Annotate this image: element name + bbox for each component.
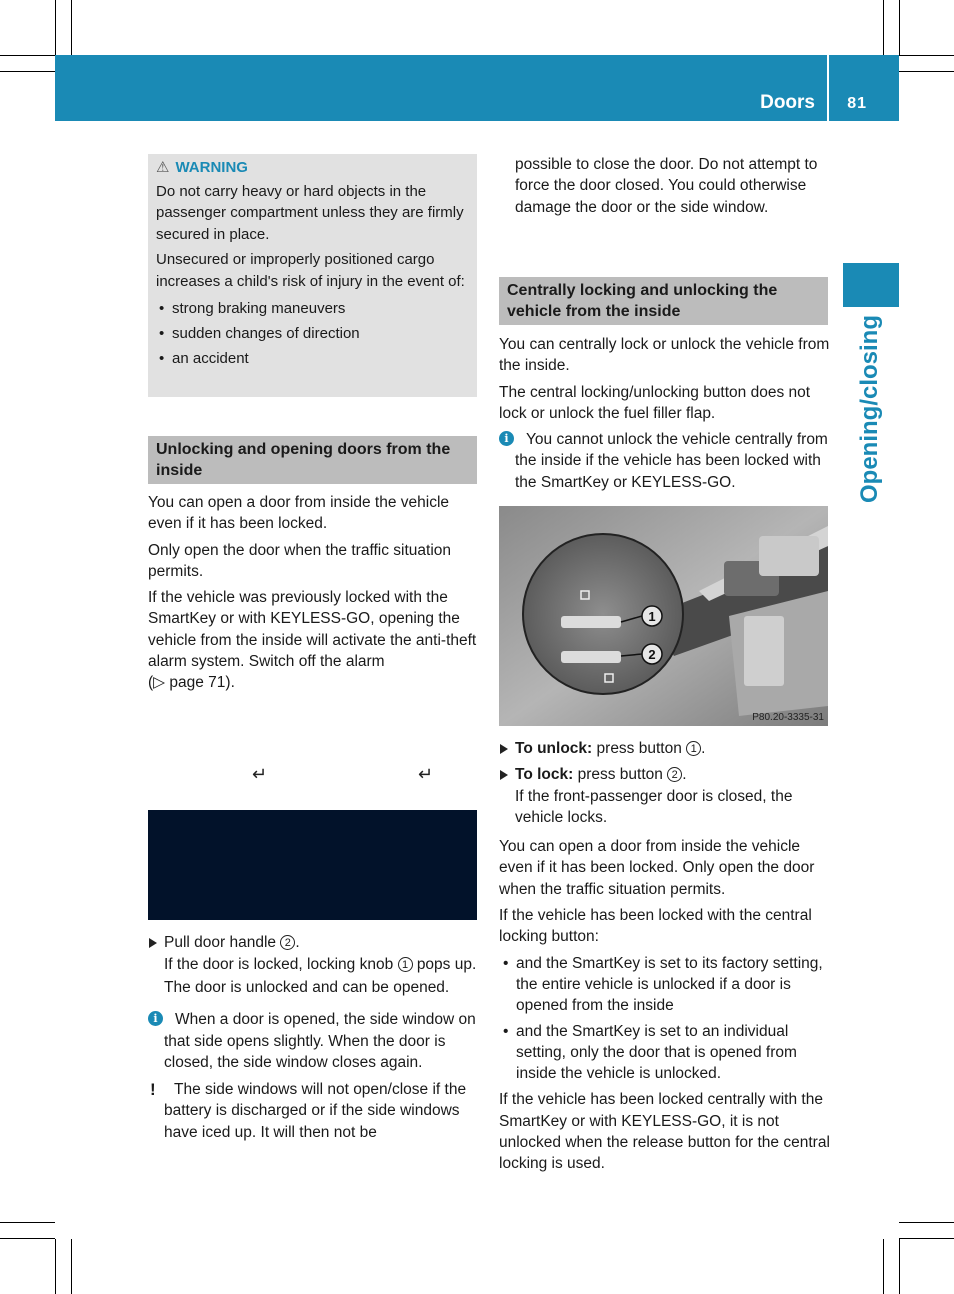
warning-paragraph: Do not carry heavy or hard objects in the passenger compartment unless they are firmly secured in place.: [156, 182, 464, 243]
crop-mark: [0, 55, 55, 56]
step-text: Pull door handle: [164, 934, 277, 951]
instruction-step-unlock: To unlock: press button 1 .: [499, 738, 833, 759]
return-arrow-icon: ↵: [418, 764, 434, 784]
right-column-intro: [499, 334, 831, 493]
paragraph: If the vehicle has been locked centrally with the SmartKey or with KEYLESS-GO, it is not unlocked when the release button for the central locking is used.: [499, 1091, 830, 1173]
condition-list-item: • and the SmartKey is set to its factory setting, the entire vehicle is unlocked if a door is opened from the inside: [499, 953, 833, 1017]
crop-mark: [0, 71, 55, 72]
condition-list: [499, 953, 833, 1085]
crop-mark: [55, 1239, 56, 1294]
photo-caption: P80.20-3335-31: [752, 712, 824, 723]
crop-mark: [899, 0, 900, 55]
left-column-text: [148, 492, 480, 699]
chapter-label: [845, 314, 895, 504]
info-icon: i: [499, 431, 514, 446]
chapter-tab: [843, 263, 899, 307]
info-note: [499, 429, 831, 493]
step-result: If the front-passenger door is closed, the vehicle locks.: [515, 787, 793, 826]
info-note: [148, 1009, 480, 1073]
crop-mark: [55, 0, 56, 55]
crop-mark: [883, 1239, 884, 1294]
return-arrow-icon: ↵: [252, 764, 268, 784]
caution-note: [148, 1079, 480, 1143]
crop-mark: [0, 1238, 55, 1239]
svg-text:1: 1: [648, 609, 656, 624]
door-handle-image: [148, 810, 477, 920]
warning-list-item: • sudden changes of direction: [156, 323, 469, 345]
page-header: [55, 55, 899, 121]
crop-mark: [899, 1222, 954, 1223]
paragraph: Only open the door when the traffic situation permits.: [148, 541, 452, 580]
locking-buttons-photo: [499, 506, 828, 726]
callout-number: 1: [686, 741, 701, 756]
crop-mark: [883, 0, 884, 55]
info-icon: i: [148, 1011, 163, 1026]
crop-mark: [0, 1222, 55, 1223]
info-text: When a door is opened, the side window on that side opens slightly. When the door is closed, the side window closes again.: [164, 1011, 476, 1071]
paragraph: The central locking/unlocking button does not lock or unlock the fuel filler flap.: [499, 383, 811, 422]
header-divider: [827, 55, 829, 121]
step-label: To lock:: [515, 766, 574, 784]
warning-title: WARNING: [175, 159, 248, 176]
crop-mark: [71, 1239, 72, 1294]
left-column-steps: [148, 932, 480, 1143]
callout-number: 1: [398, 957, 413, 972]
chapter-label-text: Opening/closing: [856, 314, 883, 504]
info-text: You cannot unlock the vehicle centrally from the inside if the vehicle has been locked with the SmartKey or KEYLESS-GO.: [515, 431, 828, 491]
paragraph: You can open a door from inside the vehicle even if it has been locked.: [148, 494, 450, 533]
warning-paragraph: Unsecured or improperly positioned cargo increases a child's risk of injury in the event of:: [156, 251, 465, 290]
warning-list-item: • strong braking maneuvers: [156, 298, 469, 320]
warning-triangle-icon: ⚠: [156, 159, 170, 176]
caution-text: The side windows will not open/close if the battery is discharged or if the side windows have iced up. It will then not be: [164, 1081, 467, 1141]
crop-mark: [71, 0, 72, 55]
callout-number: 2: [667, 767, 682, 782]
warning-heading: [156, 157, 469, 179]
page-reference: (▷ page 71).: [148, 674, 235, 692]
instruction-step-lock: To lock: press button 2 .: [499, 764, 833, 785]
right-column-continuation: possible to close the door. Do not attempt to force the door closed. You could otherwise damage the door or the side window.: [515, 156, 818, 216]
section-heading-unlocking: Unlocking and opening doors from the inside: [148, 436, 477, 484]
crop-mark: [899, 1239, 900, 1294]
callout-number: 2: [280, 935, 295, 950]
crop-mark: [899, 71, 954, 72]
instruction-step: Pull door handle 2 .: [148, 932, 480, 953]
crop-mark: [899, 1238, 954, 1239]
crop-mark: [899, 55, 954, 56]
warning-list: [156, 298, 469, 370]
warning-box: [148, 154, 477, 397]
page-number: 81: [847, 95, 867, 112]
svg-text:2: 2: [648, 647, 656, 662]
condition-list-item: • and the SmartKey is set to an individual setting, only the door that is opened from inside the vehicle is unlocked.: [499, 1021, 833, 1085]
step-result-text: pops up. The door is unlocked and can be opened.: [164, 956, 477, 997]
step-label: To unlock:: [515, 740, 593, 757]
warning-list-item: • an accident: [156, 348, 469, 370]
step-text: press button: [596, 740, 682, 757]
section-title: Doors: [760, 92, 815, 113]
section-heading-central-locking: Centrally locking and unlocking the vehicle from the inside: [499, 277, 828, 325]
paragraph: You can open a door from inside the vehicle even if it has been locked. Only open the door when the traffic situation permits.: [499, 838, 815, 898]
step-text: press button: [577, 766, 663, 784]
right-column-steps: [499, 738, 833, 1180]
paragraph: You can centrally lock or unlock the vehicle from the inside.: [499, 336, 830, 375]
door-panel-illustration: [499, 506, 828, 726]
step-result-text: If the door is locked, locking knob: [164, 956, 394, 974]
paragraph: If the vehicle has been locked with the central locking button:: [499, 907, 812, 946]
paragraph: If the vehicle was previously locked with the SmartKey or with KEYLESS-GO, opening the vehicle from the inside will activate the anti-theft alarm system. Switch off the alarm: [148, 589, 477, 671]
step-result: [148, 953, 480, 999]
exclamation-icon: !: [150, 1080, 156, 1100]
